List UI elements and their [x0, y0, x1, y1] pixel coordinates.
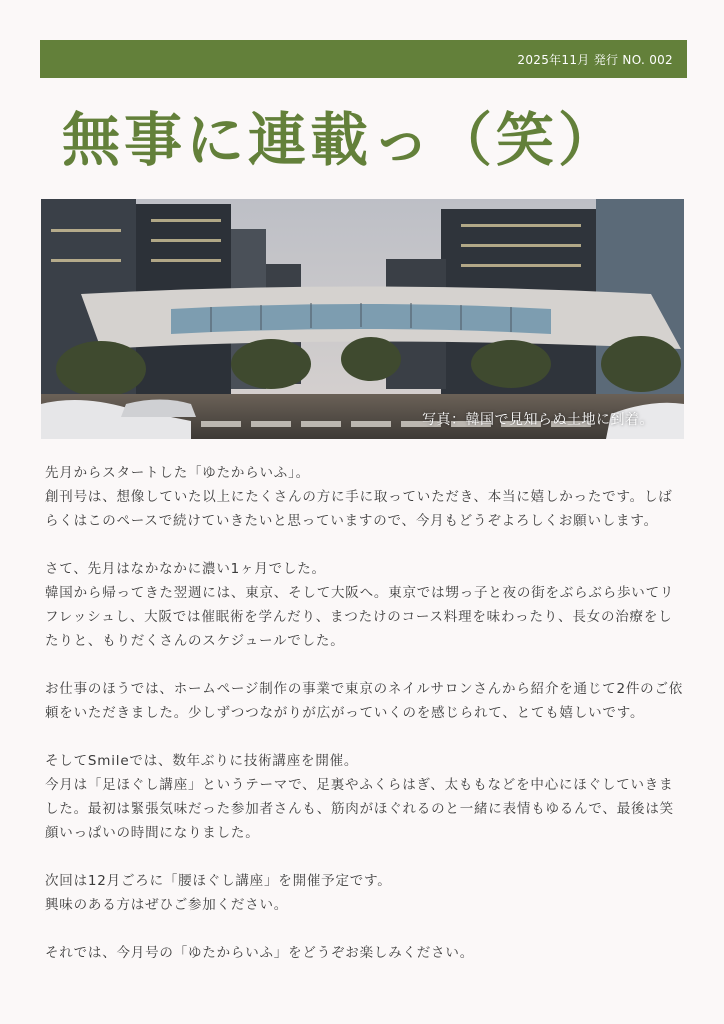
header-bar: [40, 40, 687, 78]
photo-caption: 写真：韓国で見知らぬ土地に到着。: [422, 412, 654, 428]
city-photo: [41, 199, 684, 439]
paragraph-1: 先月からスタートした「ゆたからいふ」。 創刊号は、想像していた以上にたくさんの方に手に取っていただき、本当に嬉しかったです。しばらくはこのペースで続けていきたいと思っていますので、今月もどうぞよろしくお願いします。: [45, 465, 673, 529]
paragraph-5: 次回は12月ごろに「腰ほぐし講座」を開催予定です。 興味のある方はぜひご参加ください。: [45, 873, 392, 913]
paragraph-2: さて、先月はなかなかに濃い1ヶ月でした。 韓国から帰ってきた翌週には、東京、そして大阪へ。東京では甥っ子と夜の街をぶらぶら歩いてリフレッシュし、大阪では催眠術を学んだり、まつたけのコース料理を味わったり、長女の治療をしたりと、もりだくさんのスケジュールでした。: [45, 561, 675, 649]
paragraph-3: お仕事のほうでは、ホームページ制作の事業で東京のネイルサロンさんから紹介を通じて2件のご依頼をいただきました。少しずつつながりが広がっていくのを感じられて、とても嬉しいです。: [45, 681, 684, 721]
issue-info: 2025年11月 発行 NO. 002: [517, 53, 673, 67]
paragraph-4: そしてSmileでは、数年ぶりに技術講座を開催。 今月は「足ほぐし講座」というテーマで、足裏やふくらはぎ、太ももなどを中心にほぐしていきました。最初は緊張気味だった参加者さんも、筋肉がほぐれるのと一緒に表情もゆるんで、最後は笑顔いっぱいの時間になりました。: [45, 753, 674, 841]
paragraph-6: それでは、今月号の「ゆたからいふ」をどうぞお楽しみください。: [45, 945, 474, 961]
page-title: 無事に連載っ（笑）: [62, 106, 621, 174]
article-body: [45, 461, 685, 965]
